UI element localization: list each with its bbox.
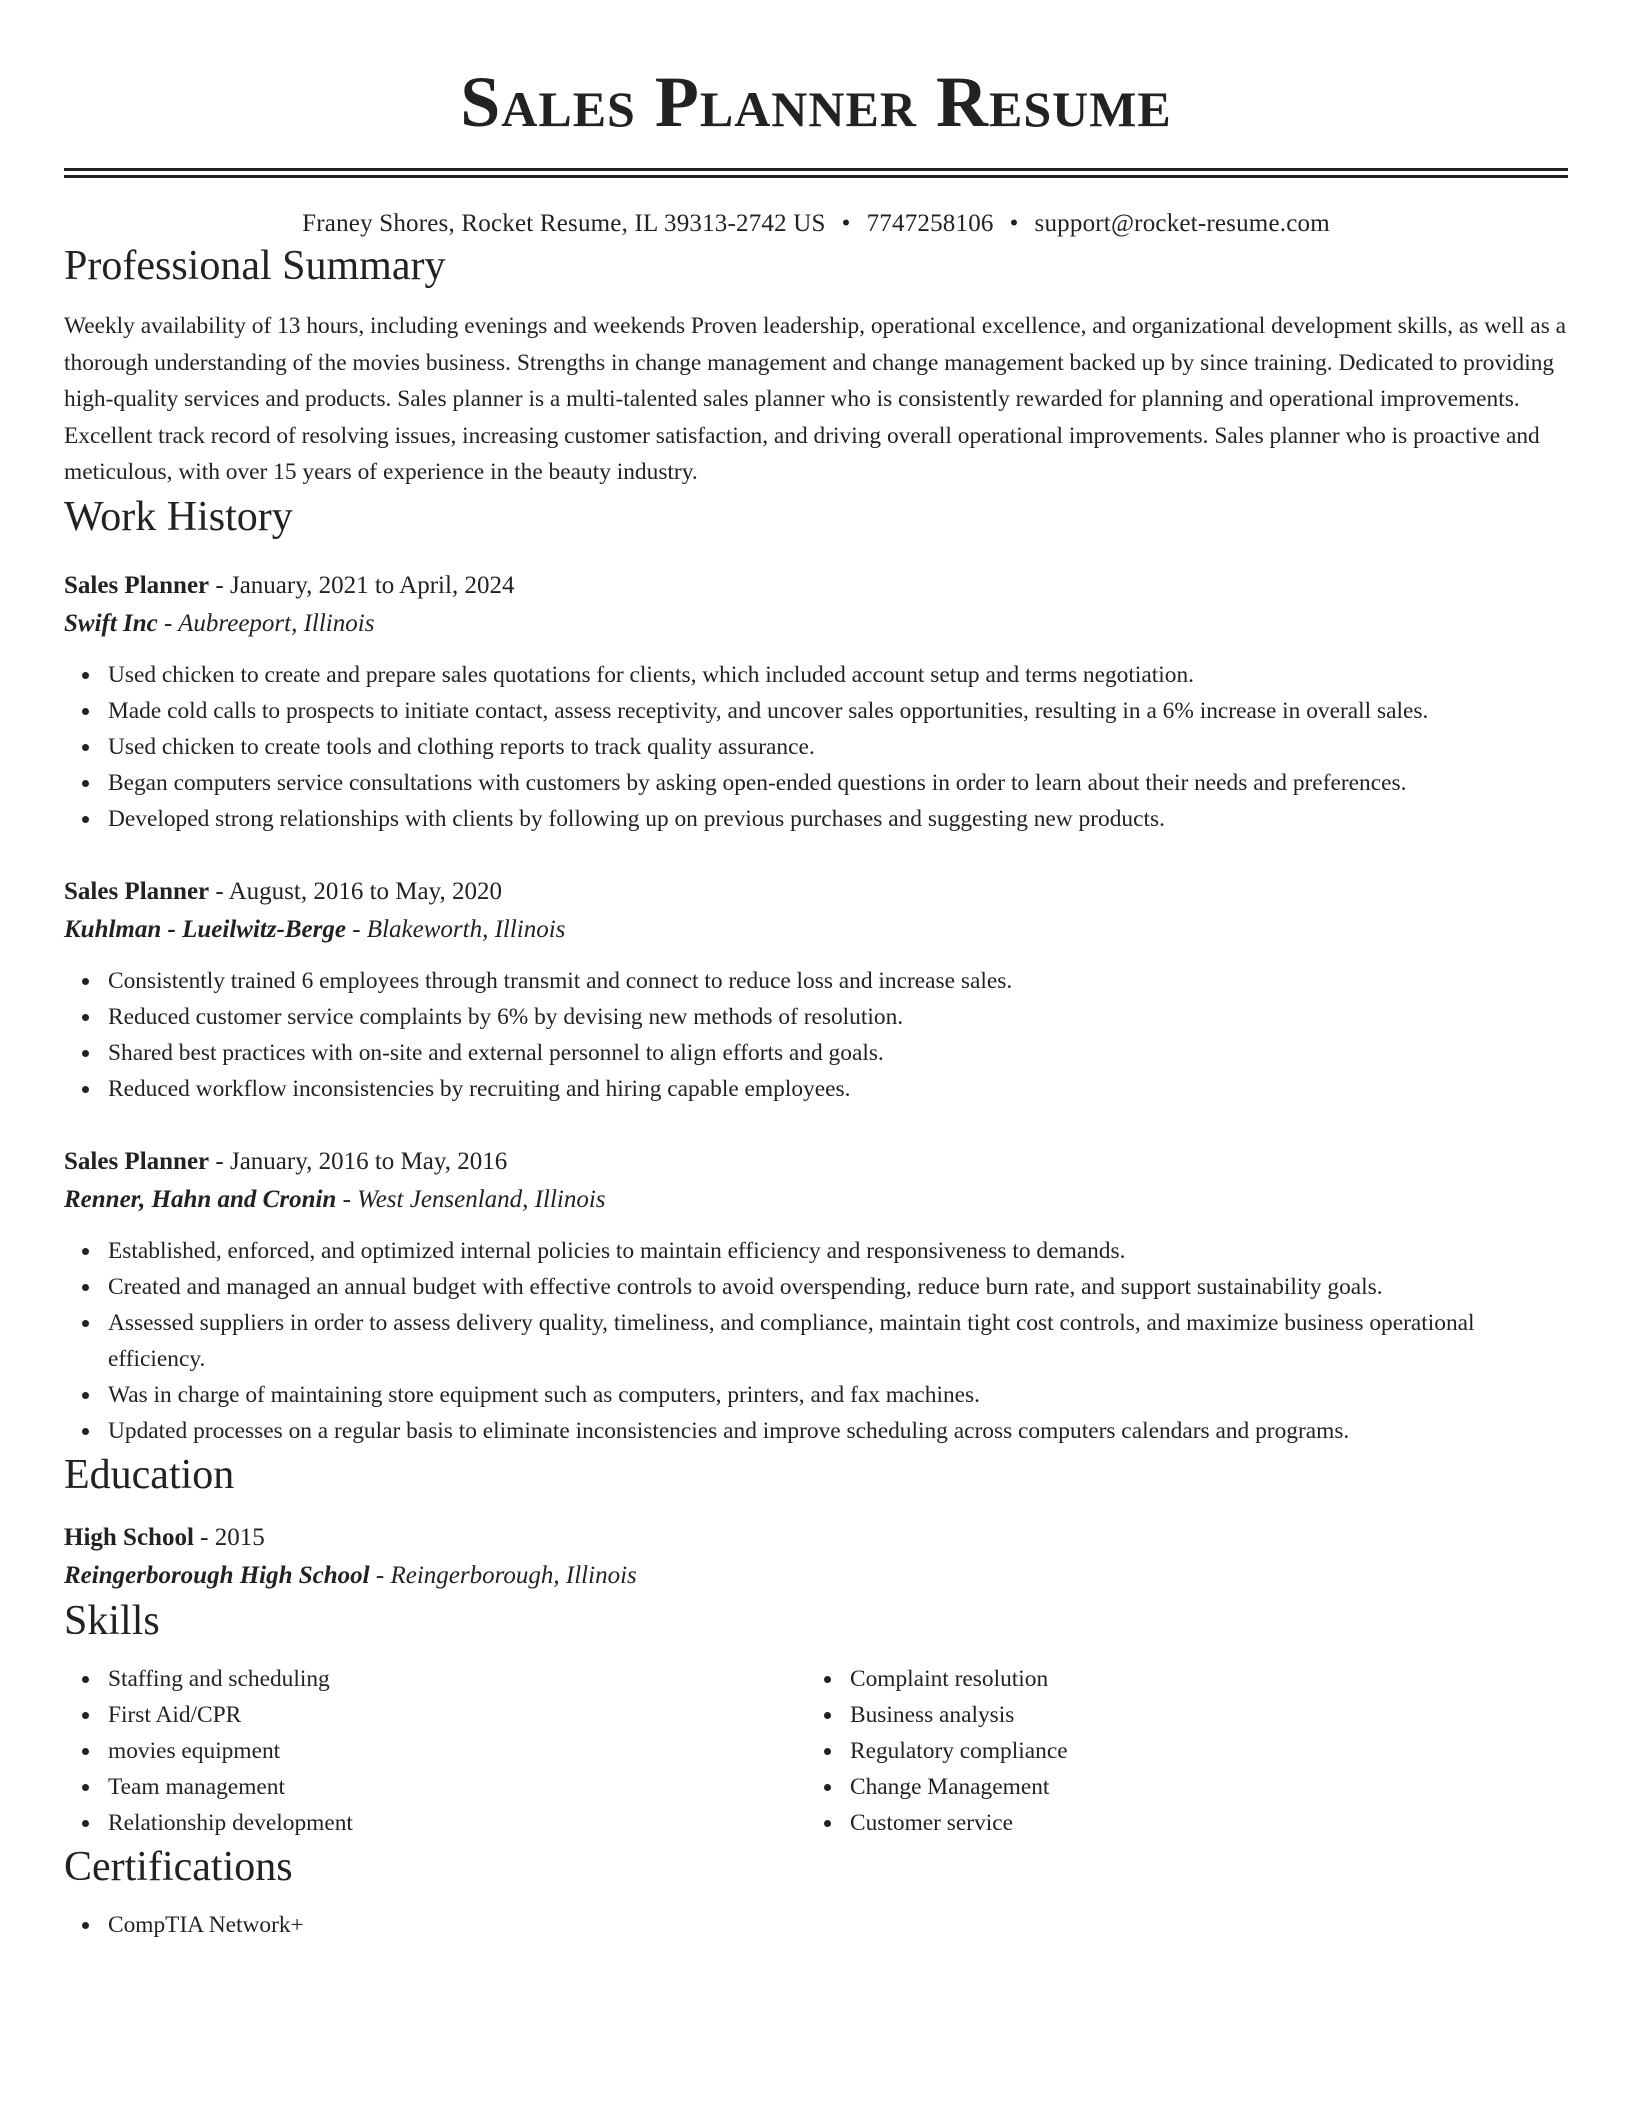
- job-title: Sales Planner: [64, 571, 210, 599]
- list-item: Was in charge of maintaining store equipment such as computers, printers, and fax machines.: [108, 1377, 1568, 1413]
- list-item: Made cold calls to prospects to initiate contact, assess receptivity, and uncover sales opportunities, resulting in a 6% increase in overall sales.: [108, 693, 1568, 729]
- skill-item: Complaint resolution: [850, 1661, 1548, 1697]
- employer-name: Swift Inc: [64, 609, 158, 637]
- skill-item: Staffing and scheduling: [108, 1661, 806, 1697]
- contact-separator: •: [1009, 210, 1019, 237]
- skill-item: Customer service: [850, 1805, 1548, 1841]
- work-history-heading: Work History: [64, 493, 293, 540]
- employer-location: - Blakeworth, Illinois: [345, 915, 566, 943]
- skills-column-left: [64, 1661, 806, 1841]
- summary-text: Weekly availability of 13 hours, including evenings and weekends Proven leadership, operational excellence, and organizational development skills, as well as a thorough understanding of the movies business. Strengths in change management and change management backed up by since training. Dedicated to providing high-quality services and products. Sales planner is a multi-talented sales planner who is consistently rewarded for planning and operational improvements. Excellent track record of resolving issues, increasing customer satisfaction, and driving overall operational improvements. Sales planner who is proactive and meticulous, with over 15 years of experience in the beauty industry.: [64, 313, 1567, 485]
- job-dates: - January, 2021 to April, 2024: [209, 571, 515, 599]
- skills-column-right: [806, 1661, 1548, 1841]
- list-item: Established, enforced, and optimized internal policies to maintain efficiency and responsiveness to demands.: [108, 1233, 1568, 1269]
- list-item: Used chicken to create tools and clothing reports to track quality assurance.: [108, 729, 1568, 765]
- job-duties-list: [64, 657, 1568, 837]
- graduation-year: - 2015: [193, 1523, 265, 1551]
- summary-heading: Professional Summary: [64, 243, 446, 289]
- list-item: Consistently trained 6 employees through transmit and connect to reduce loss and increase sales.: [108, 963, 1568, 999]
- list-item: Reduced workflow inconsistencies by recruiting and hiring capable employees.: [108, 1071, 1568, 1107]
- skill-item: Relationship development: [108, 1805, 806, 1841]
- skill-item: Team management: [108, 1769, 806, 1805]
- job-title-line: [64, 873, 1568, 911]
- education-heading: Education: [64, 1451, 235, 1498]
- certifications-heading: Certifications: [64, 1843, 293, 1890]
- skill-item: Regulatory compliance: [850, 1733, 1548, 1769]
- job-title: Sales Planner: [64, 1147, 210, 1175]
- employer-name: Renner, Hahn and Cronin: [64, 1185, 337, 1213]
- list-item: Developed strong relationships with clients by following up on previous purchases and suggesting new products.: [108, 801, 1568, 837]
- degree: High School: [64, 1523, 194, 1551]
- degree-line: [64, 1519, 1568, 1557]
- job-duties-list: [64, 963, 1568, 1107]
- certification-item: CompTIA Network+: [108, 1907, 1568, 1943]
- employer-location: - Aubreeport, Illinois: [157, 609, 375, 637]
- list-item: Shared best practices with on-site and external personnel to align efforts and goals.: [108, 1035, 1568, 1071]
- skills-list: [806, 1661, 1548, 1841]
- job-title: Sales Planner: [64, 877, 210, 905]
- contact-phone: 7747258106: [866, 210, 994, 237]
- job-entry: [64, 567, 1568, 837]
- employer-line: [64, 911, 1568, 949]
- education-entry: [64, 1519, 1568, 1595]
- list-item: Updated processes on a regular basis to eliminate inconsistencies and improve scheduling across computers calendars and programs.: [108, 1413, 1568, 1449]
- skill-item: First Aid/CPR: [108, 1697, 806, 1733]
- resume-page: [64, 0, 1568, 1943]
- contact-line: [64, 208, 1568, 240]
- job-entry: [64, 1143, 1568, 1449]
- employer-location: - West Jensenland, Illinois: [336, 1185, 606, 1213]
- list-item: Reduced customer service complaints by 6% by devising new methods of resolution.: [108, 999, 1568, 1035]
- job-duties-list: [64, 1233, 1568, 1449]
- contact-address: Franey Shores, Rocket Resume, IL 39313-2742 US: [302, 210, 826, 237]
- school-location: - Reingerborough, Illinois: [369, 1561, 637, 1589]
- list-item: Used chicken to create and prepare sales quotations for clients, which included account setup and terms negotiation.: [108, 657, 1568, 693]
- title-divider: [64, 168, 1568, 178]
- contact-separator: •: [841, 210, 851, 237]
- list-item: Created and managed an annual budget with effective controls to avoid overspending, reduce burn rate, and support sustainability goals.: [108, 1269, 1568, 1305]
- skills-list: [64, 1661, 806, 1841]
- list-item: Began computers service consultations with customers by asking open-ended questions in order to learn about their needs and preferences.: [108, 765, 1568, 801]
- list-item: Assessed suppliers in order to assess delivery quality, timeliness, and compliance, maintain tight cost controls, and maximize business operational efficiency.: [108, 1305, 1568, 1377]
- employer-line: [64, 1181, 1568, 1219]
- skill-item: Business analysis: [850, 1697, 1548, 1733]
- skills-columns: [64, 1661, 1568, 1841]
- skill-item: Change Management: [850, 1769, 1548, 1805]
- skill-item: movies equipment: [108, 1733, 806, 1769]
- school-name: Reingerborough High School: [64, 1561, 370, 1589]
- contact-email: support@rocket-resume.com: [1034, 210, 1330, 237]
- job-title-line: [64, 567, 1568, 605]
- certifications-list: [64, 1907, 1568, 1943]
- school-line: [64, 1557, 1568, 1595]
- employer-name: Kuhlman - Lueilwitz-Berge: [64, 915, 346, 943]
- job-entry: [64, 873, 1568, 1107]
- job-title-line: [64, 1143, 1568, 1181]
- skills-heading: Skills: [64, 1597, 160, 1644]
- resume-title: Sales Planner Resume: [460, 62, 1172, 142]
- employer-line: [64, 605, 1568, 643]
- job-dates: - January, 2016 to May, 2016: [209, 1147, 508, 1175]
- job-dates: - August, 2016 to May, 2020: [209, 877, 502, 905]
